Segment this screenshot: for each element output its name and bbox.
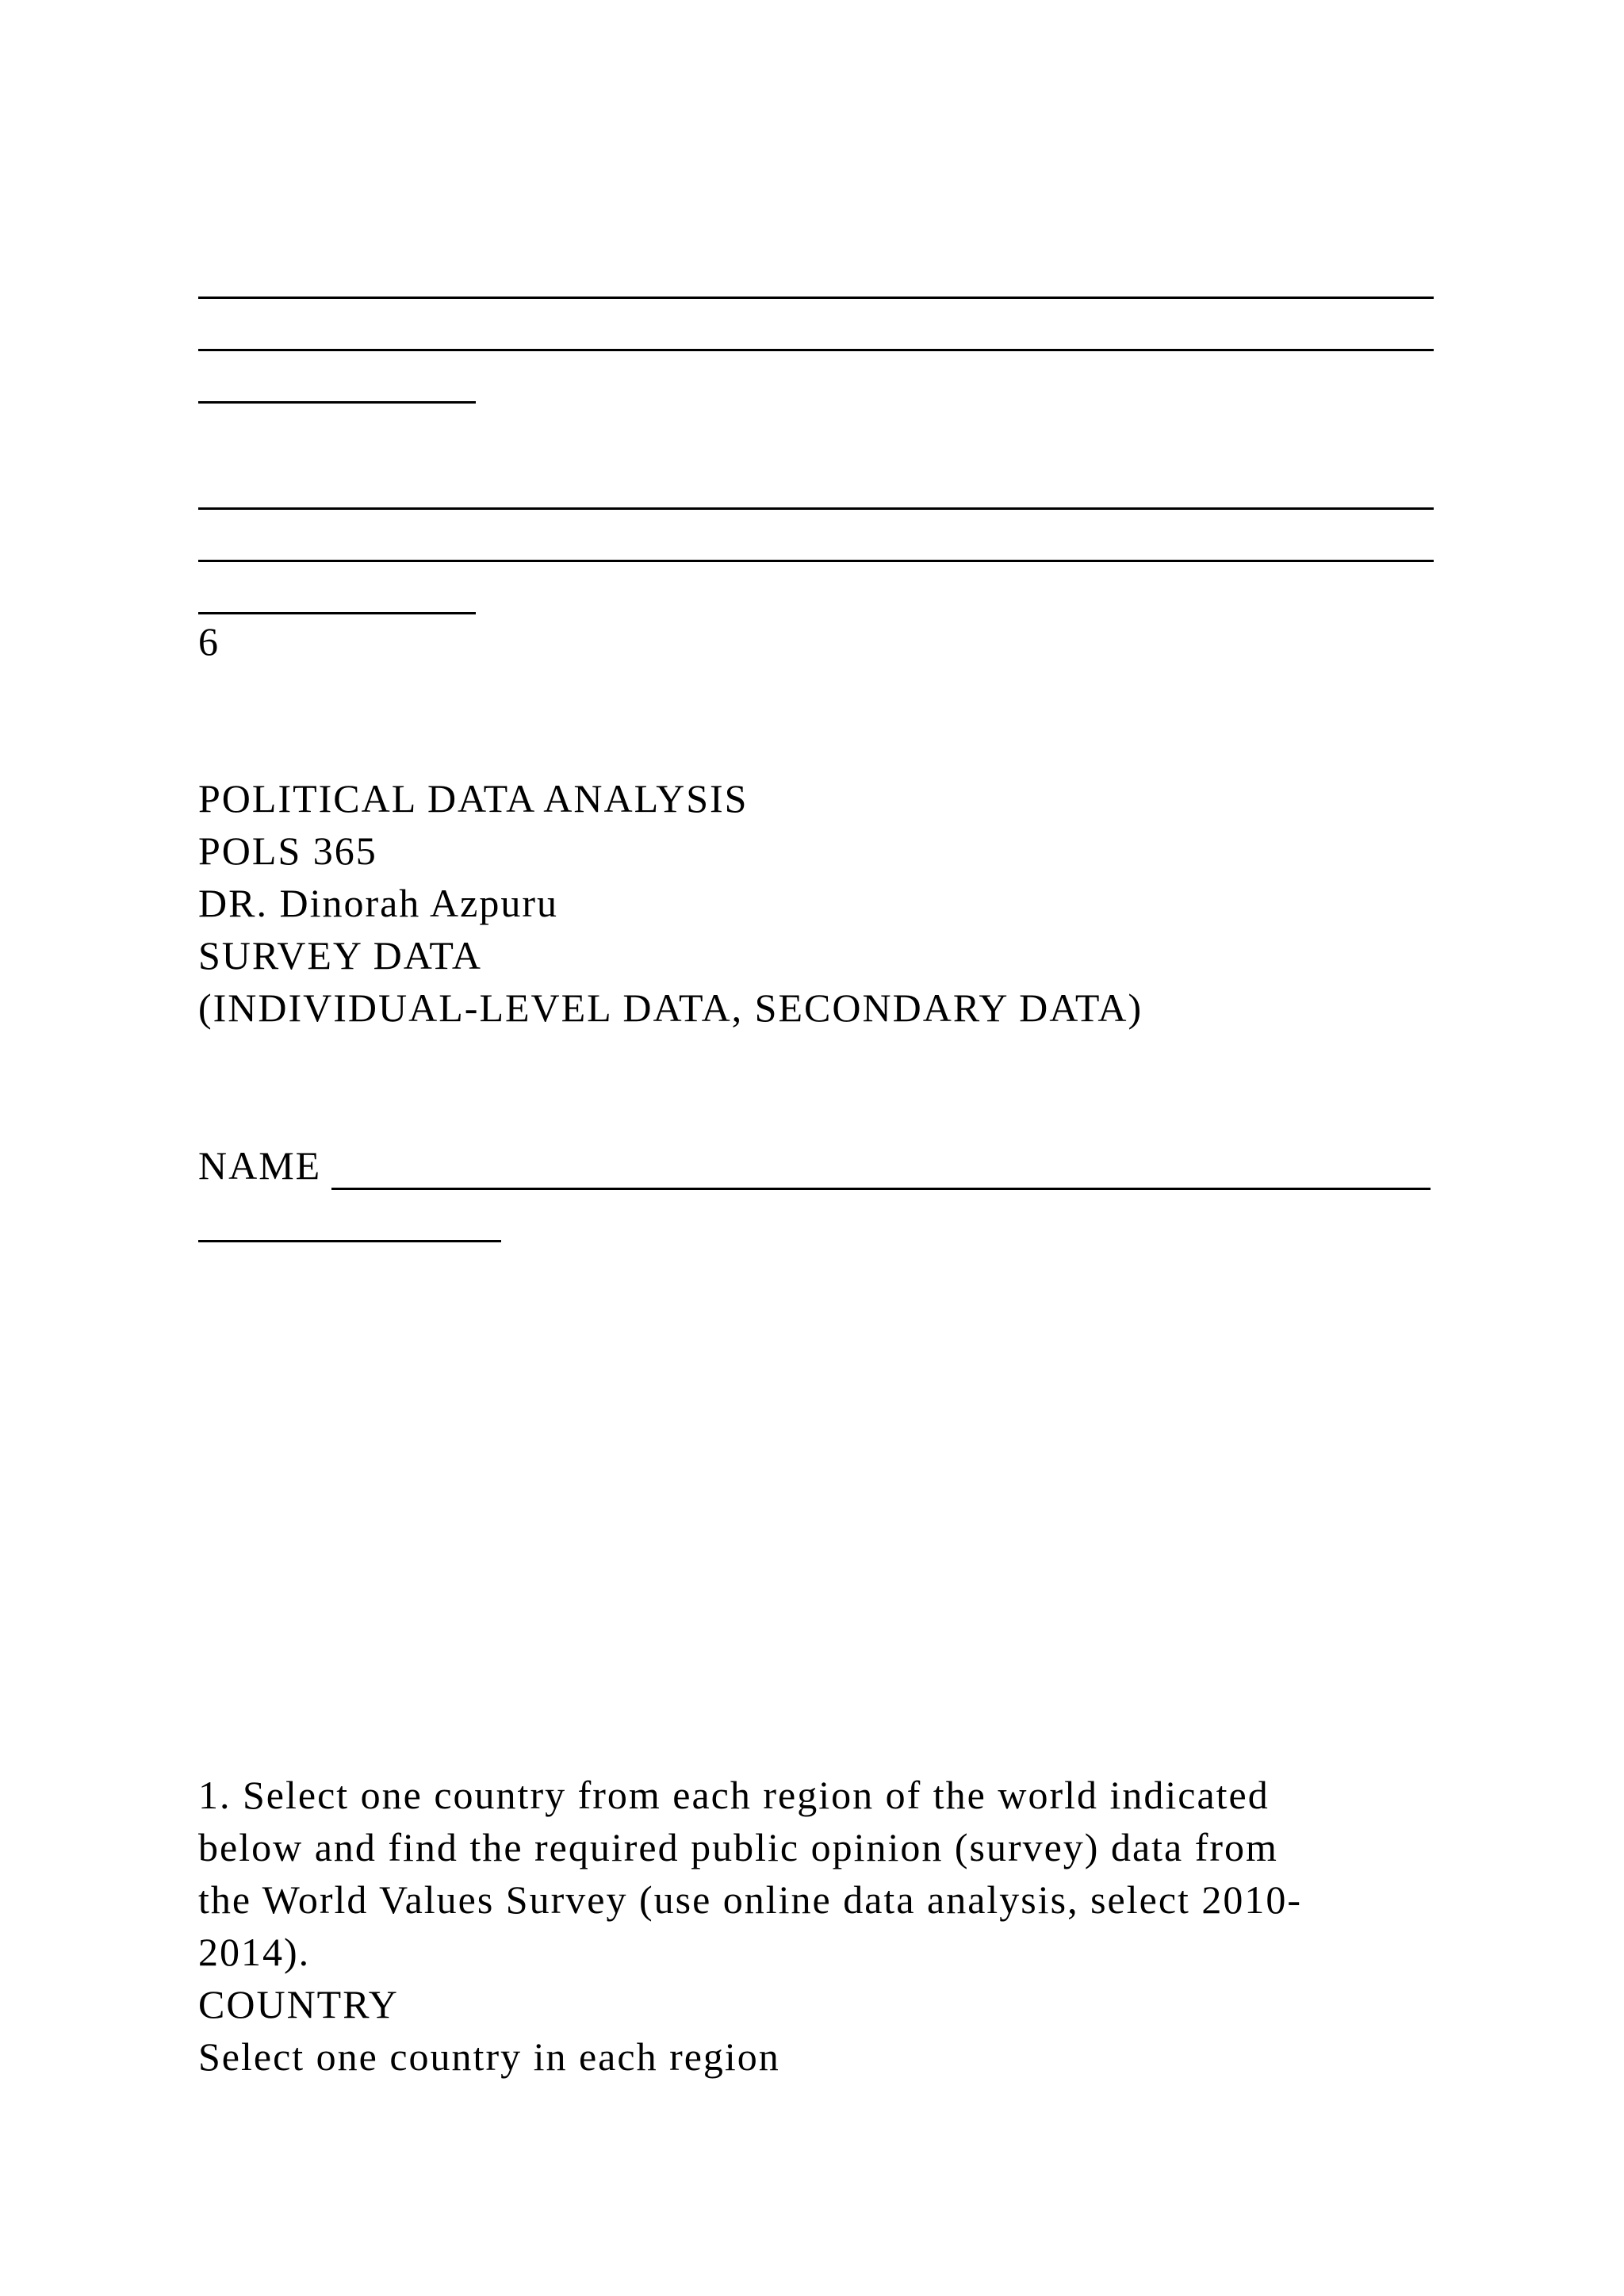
name-label: NAME [198,1143,322,1188]
answer-line-3 [198,401,476,404]
course-code: POLS 365 [198,828,377,873]
instruction-line-2: below and find the required public opinion (survey) data from [198,1825,1278,1869]
assignment-subtitle: (INDIVIDUAL-LEVEL DATA, SECONDARY DATA) [198,985,1143,1030]
name-field-line-continued[interactable] [198,1240,501,1242]
country-instruction: Select one country in each region [198,2034,780,2079]
country-heading: COUNTRY [198,1982,399,2026]
name-field-line[interactable] [331,1188,1431,1190]
instructor: DR. Dinorah Azpuru [198,881,558,925]
instruction-line-3: the World Values Survey (use online data analysis, select 2010- [198,1877,1303,1922]
course-title: POLITICAL DATA ANALYSIS [198,776,749,821]
assignment-title: SURVEY DATA [198,933,482,978]
answer-line-4 [198,507,1434,510]
answer-line-2 [198,349,1434,351]
answer-line-1 [198,297,1434,299]
answer-line-6 [198,612,476,614]
page-number: 6 [198,619,220,664]
answer-line-5 [198,560,1434,562]
instruction-line-4: 2014). [198,1930,311,1974]
instruction-line-1: 1. Select one country from each region of the world indicated [198,1773,1270,1817]
